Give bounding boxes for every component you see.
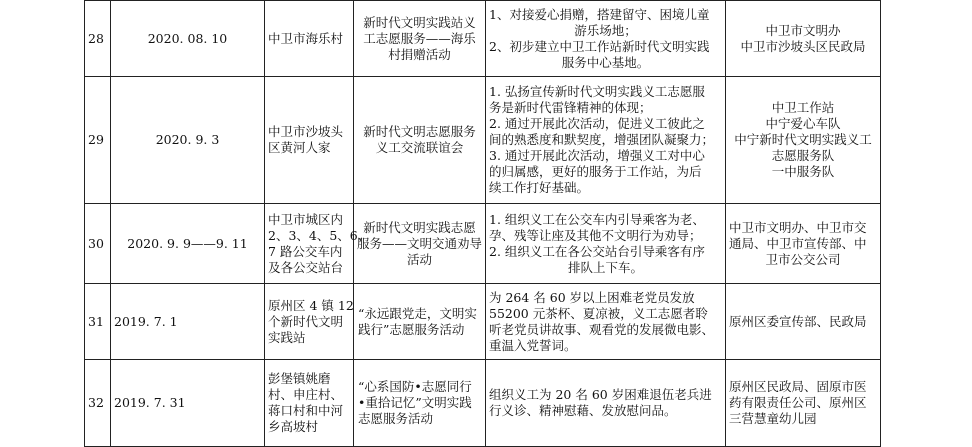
row-number: 31 bbox=[85, 284, 111, 360]
table-row bbox=[85, 284, 881, 360]
table-row bbox=[85, 77, 881, 204]
activity-date: 2019. 7. 31 bbox=[111, 360, 265, 447]
row-number: 28 bbox=[85, 1, 111, 77]
activity-place: 中卫市沙坡头 区黄河人家 bbox=[265, 77, 354, 204]
activity-place: 中卫市城区内 2、3、4、5、6、 7 路公交车内 及各公交站台 bbox=[265, 204, 354, 284]
activity-content: 1、对接爱心捐赠，搭建留守、困境儿童 游乐场地； 2、初步建立中卫工作站新时代文明实践 服务中心基地。 bbox=[486, 1, 726, 77]
organizer: 中卫工作站 中宁爱心车队 中宁新时代文明实践义工 志愿服务队 一中服务队 bbox=[726, 77, 881, 204]
organizer: 中卫市文明办、中卫市交 通局、中卫市宣传部、中 卫市公交公司 bbox=[726, 204, 881, 284]
organizer: 原州区民政局、固原市医 药有限责任公司、原州区 三营慧童幼儿园 bbox=[726, 360, 881, 447]
activity-date: 2020. 9. 3 bbox=[111, 77, 265, 204]
activity-date: 2020. 9. 9——9. 11 bbox=[111, 204, 265, 284]
activity-name: “永远跟党走，文明实 践行”志愿服务活动 bbox=[354, 284, 486, 360]
table-row bbox=[85, 1, 881, 77]
activity-name: 新时代文明实践站义 工志愿服务——海乐 村捐赠活动 bbox=[354, 1, 486, 77]
activity-place: 彭堡镇姚磨 村、申庄村、 蒋口村和中河 乡高坡村 bbox=[265, 360, 354, 447]
row-number: 29 bbox=[85, 77, 111, 204]
table-row bbox=[85, 360, 881, 447]
activity-date: 2019. 7. 1 bbox=[111, 284, 265, 360]
table-row bbox=[85, 204, 881, 284]
volunteer-activity-table bbox=[84, 0, 881, 447]
activity-name: “心系国防•志愿同行 •重拾记忆”文明实践 志愿服务活动 bbox=[354, 360, 486, 447]
activity-name: 新时代文明实践志愿 服务——文明交通劝导 活动 bbox=[354, 204, 486, 284]
activity-name: 新时代文明志愿服务 义工交流联谊会 bbox=[354, 77, 486, 204]
activity-content: 组织义工为 20 名 60 岁困难退伍老兵进 行义诊、精神慰藉、发放慰问品。 bbox=[486, 360, 726, 447]
row-number: 30 bbox=[85, 204, 111, 284]
activity-content: 1. 组织义工在公交车内引导乘客为老、 孕、残等让座及其他不文明行为劝导； 2. 组织义工在各公交站台引导乘客有序 排队上下车。 bbox=[486, 204, 726, 284]
organizer: 原州区委宣传部、民政局 bbox=[726, 284, 881, 360]
activity-content: 1. 弘扬宣传新时代文明实践义工志愿服 务是新时代雷锋精神的体现； 2. 通过开展此次活动，促进义工彼此之 间的熟悉度和默契度，增强团队凝聚力； 3. 通过开展此次活动，增强义工对中心 的归属感，更好的服务于工作站，为后 续工作打好基础。 bbox=[486, 77, 726, 204]
activity-date: 2020. 08. 10 bbox=[111, 1, 265, 77]
activity-place: 中卫市海乐村 bbox=[265, 1, 354, 77]
row-number: 32 bbox=[85, 360, 111, 447]
activity-content: 为 264 名 60 岁以上困难老党员发放 55200 元茶杯、夏凉被，义工志愿者聆 听老党员讲故事、观看党的发展微电影、 重温入党誓词。 bbox=[486, 284, 726, 360]
activity-place: 原州区 4 镇 12 个新时代文明 实践站 bbox=[265, 284, 354, 360]
organizer: 中卫市文明办 中卫市沙坡头区民政局 bbox=[726, 1, 881, 77]
